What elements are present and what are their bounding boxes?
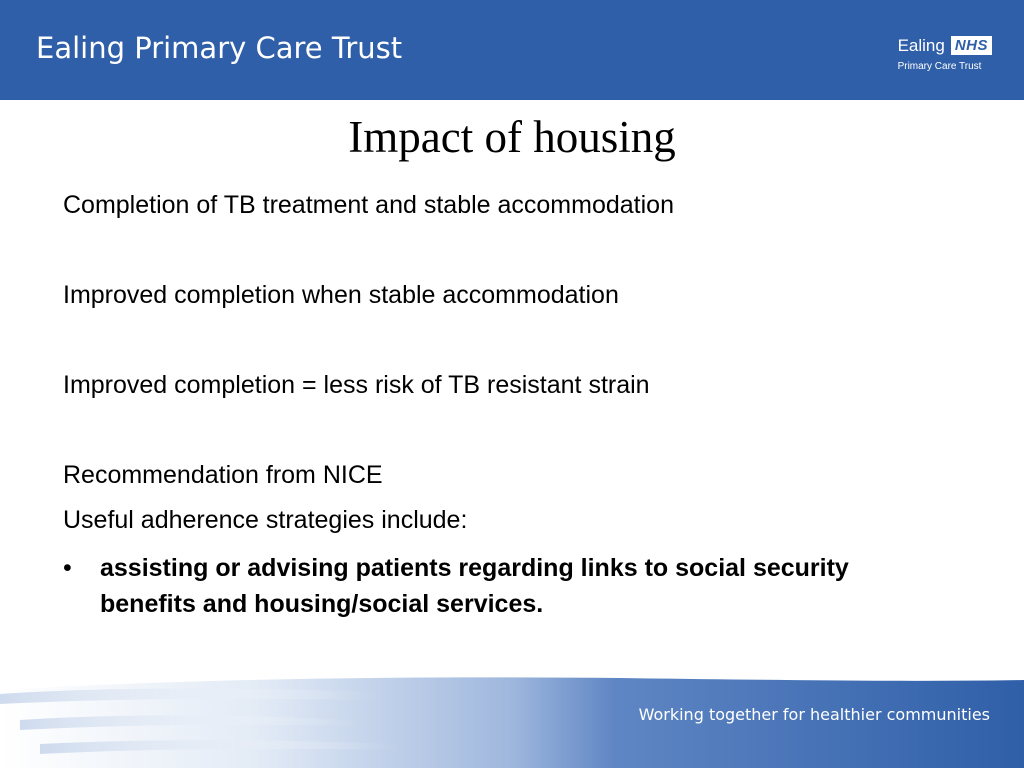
bullet-text: assisting or advising patients regarding links to social security benefits and housing/social services. — [100, 554, 849, 619]
body-line-4: Recommendation from NICE — [63, 461, 383, 489]
header-bar — [0, 0, 1024, 100]
body-line-3: Improved completion = less risk of TB resistant strain — [63, 371, 650, 399]
body-line-2: Improved completion when stable accommodation — [63, 281, 619, 309]
body-line-5: Useful adherence strategies include: — [63, 506, 468, 534]
bullet-marker: • — [63, 554, 72, 582]
footer-tagline: Working together for healthier communities — [638, 705, 990, 724]
bullet-item — [63, 550, 943, 623]
body-line-1: Completion of TB treatment and stable accommodation — [63, 191, 674, 219]
slide-title: Impact of housing — [348, 112, 676, 162]
nhs-logo — [898, 36, 992, 72]
logo-subtitle: Primary Care Trust — [897, 61, 982, 72]
org-title: Ealing Primary Care Trust — [36, 31, 403, 65]
nhs-badge: NHS — [951, 36, 992, 55]
logo-name: Ealing — [897, 36, 945, 55]
logo-row — [898, 36, 992, 55]
